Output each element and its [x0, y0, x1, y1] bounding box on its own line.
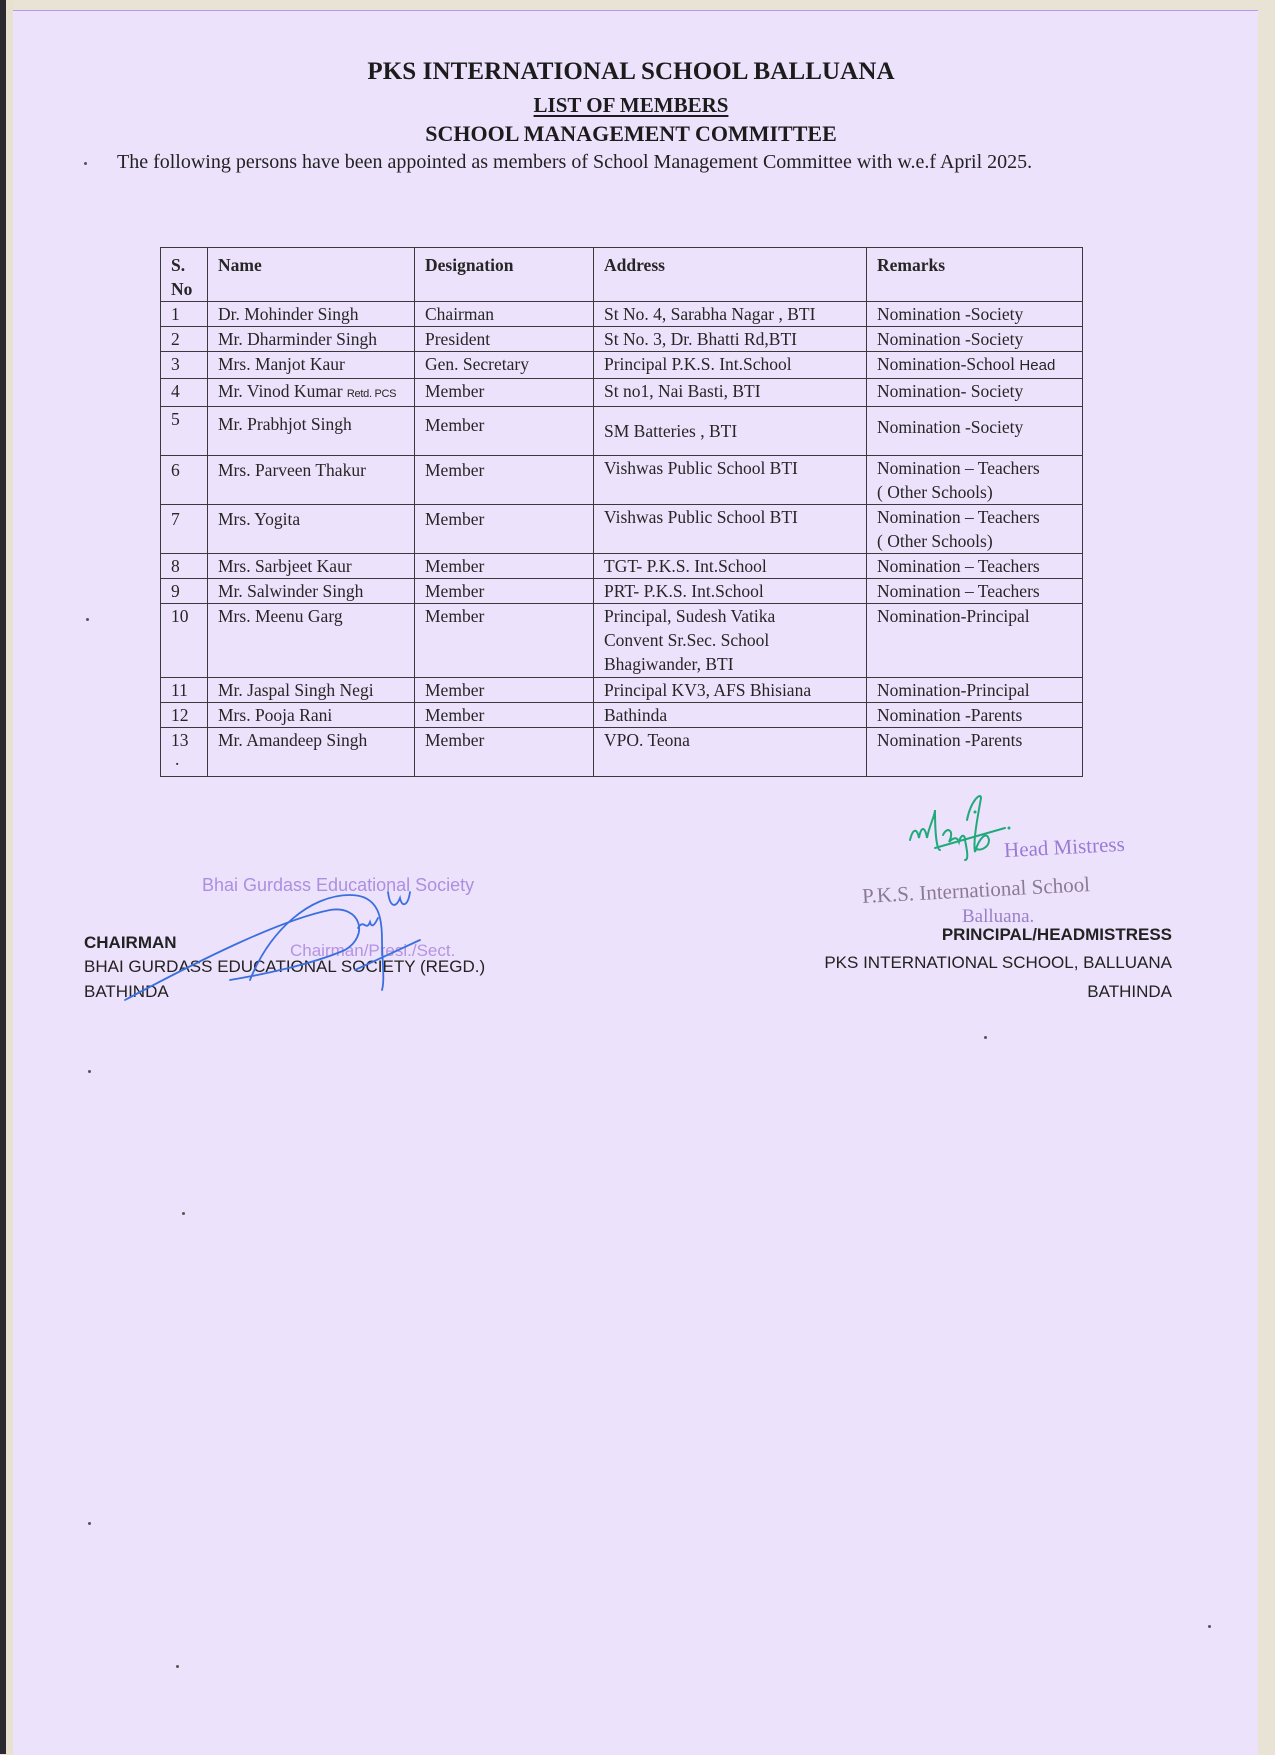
headmistress-signature: [905, 790, 1020, 870]
cell-designation: [415, 604, 594, 678]
principal-org: PKS INTERNATIONAL SCHOOL, BALLUANA: [824, 953, 1172, 972]
sno-value: 4: [171, 381, 180, 401]
cell-address: [594, 579, 867, 604]
cell-address: [594, 728, 867, 777]
member-designation: Chairman: [425, 304, 495, 324]
table-row: [161, 678, 1083, 703]
list-heading-text: LIST OF MEMBERS: [533, 93, 729, 117]
cell-sno: [161, 379, 208, 407]
address-line: St No. 4, Sarabha Nagar , BTI: [604, 304, 816, 324]
sno-value: 3: [171, 354, 180, 374]
remarks-line: Nomination-School: [877, 354, 1016, 374]
cell-sno: [161, 604, 208, 678]
cell-address: [594, 352, 867, 379]
headmistress-stamp-line1: Head Mistress: [1003, 831, 1126, 863]
cell-sno: [161, 678, 208, 703]
cell-remarks: [867, 579, 1083, 604]
address-line: VPO. Teona: [604, 730, 690, 750]
header-sno: S. No: [161, 248, 208, 302]
table-row: [161, 703, 1083, 728]
remarks-line: Nomination -Society: [877, 329, 1024, 349]
sno-value: 8: [171, 556, 180, 576]
header-remarks: Remarks: [867, 248, 1083, 302]
table-row: [161, 604, 1083, 678]
cell-remarks: [867, 352, 1083, 379]
table-row: [161, 352, 1083, 379]
cell-remarks: [867, 703, 1083, 728]
address-line: Principal, Sudesh Vatika: [604, 606, 776, 626]
cell-designation: [415, 554, 594, 579]
address-line: Vishwas Public School BTI: [604, 458, 798, 478]
cell-address: [594, 604, 867, 678]
remarks-line: Nomination -Society: [877, 417, 1024, 437]
bullet-icon: [84, 162, 87, 165]
address-line: PRT- P.K.S. Int.School: [604, 581, 764, 601]
cell-address: [594, 703, 867, 728]
cell-name: [208, 678, 415, 703]
scan-speck: [984, 1036, 987, 1039]
cell-remarks: [867, 327, 1083, 352]
cell-designation: [415, 728, 594, 777]
member-designation: Member: [425, 606, 485, 626]
cell-name: [208, 352, 415, 379]
table-row: [161, 379, 1083, 407]
list-heading: [0, 93, 1262, 118]
member-name: Mr. Jaspal Singh Negi: [218, 680, 374, 700]
cell-sno: [161, 302, 208, 327]
cell-designation: [415, 379, 594, 407]
address-line: TGT- P.K.S. Int.School: [604, 556, 767, 576]
scan-speck: [88, 1522, 91, 1525]
cell-remarks: [867, 554, 1083, 579]
remarks-line: Nomination – Teachers: [877, 556, 1040, 576]
cell-name: [208, 456, 415, 505]
cell-remarks: [867, 379, 1083, 407]
remarks-line: Nomination – Teachers: [877, 507, 1040, 527]
cell-address: [594, 302, 867, 327]
table-row: [161, 728, 1083, 777]
address-line: Bathinda: [604, 705, 668, 725]
scan-speck: [86, 618, 89, 621]
chairman-title: CHAIRMAN: [84, 933, 177, 952]
cell-remarks: [867, 604, 1083, 678]
member-designation: Member: [425, 581, 485, 601]
sno-value: 12: [171, 705, 189, 725]
sno-value: 7: [171, 509, 180, 529]
cell-remarks: [867, 407, 1083, 456]
remarks-line: Nomination – Teachers: [877, 458, 1040, 478]
members-table: [160, 247, 1083, 777]
member-designation: Member: [425, 509, 485, 529]
cell-remarks: [867, 728, 1083, 777]
cell-sno: [161, 327, 208, 352]
remarks-line: Nomination-Principal: [877, 606, 1030, 626]
cell-address: [594, 554, 867, 579]
member-name: Mrs. Pooja Rani: [218, 705, 333, 725]
scan-margin: [6, 0, 13, 1754]
society-stamp-top: Bhai Gurdass Educational Society: [202, 875, 475, 895]
remarks-line: Nomination -Parents: [877, 730, 1023, 750]
address-line: SM Batteries , BTI: [604, 421, 738, 441]
cell-sno: [161, 579, 208, 604]
remarks-line: Nomination -Parents: [877, 705, 1023, 725]
remarks-line: ( Other Schools): [877, 482, 993, 502]
cell-designation: [415, 352, 594, 379]
cell-name: [208, 407, 415, 456]
sno-value: 1: [171, 304, 180, 324]
address-line: St No. 3, Dr. Bhatti Rd,BTI: [604, 329, 797, 349]
cell-address: [594, 456, 867, 505]
remarks-line: ( Other Schools): [877, 531, 993, 551]
member-name: Mrs. Parveen Thakur: [218, 460, 366, 480]
table-row: [161, 407, 1083, 456]
member-designation: Member: [425, 556, 485, 576]
address-line: St no1, Nai Basti, BTI: [604, 381, 761, 401]
cell-designation: [415, 456, 594, 505]
cell-designation: [415, 579, 594, 604]
member-designation: Member: [425, 381, 485, 401]
cell-name: [208, 703, 415, 728]
sno-value: 5: [171, 409, 180, 429]
cell-sno: [161, 352, 208, 379]
cell-name: [208, 327, 415, 352]
member-designation: Member: [425, 460, 485, 480]
cell-address: [594, 327, 867, 352]
table-row: [161, 554, 1083, 579]
intro-text: The following persons have been appointed as members of School Management Committee with w.e.f April 2025.: [117, 151, 1033, 173]
member-name: Mrs. Meenu Garg: [218, 606, 343, 626]
cell-name: [208, 505, 415, 554]
header-name: Name: [208, 248, 415, 302]
member-name: Mr. Dharminder Singh: [218, 329, 377, 349]
cell-name: [208, 604, 415, 678]
sno-value: 13: [171, 730, 189, 750]
cell-sno: [161, 728, 208, 777]
cell-designation: [415, 703, 594, 728]
name-note: Retd. PCS: [346, 388, 397, 400]
sno-value: 10: [171, 606, 189, 626]
table-row: [161, 302, 1083, 327]
cell-remarks: [867, 456, 1083, 505]
member-name: Mr. Amandeep Singh: [218, 730, 368, 750]
address-line: Convent Sr.Sec. School: [604, 630, 770, 650]
cell-address: [594, 678, 867, 703]
cell-sno: [161, 407, 208, 456]
scan-speck: [176, 1665, 179, 1668]
principal-title: PRINCIPAL/HEADMISTRESS: [941, 925, 1172, 944]
remarks-line: Nomination-Principal: [877, 680, 1030, 700]
member-designation: Gen. Secretary: [425, 354, 529, 374]
sno-value: 2: [171, 329, 180, 349]
cell-name: [208, 379, 415, 407]
member-name: Mr. Salwinder Singh: [218, 581, 364, 601]
headmistress-stamp-line2: P.K.S. International School: [861, 872, 1091, 908]
cell-sno: [161, 703, 208, 728]
table-row: [161, 456, 1083, 505]
cell-designation: [415, 505, 594, 554]
cell-address: [594, 407, 867, 456]
member-designation: Member: [425, 415, 485, 435]
scan-speck: [182, 1212, 185, 1215]
cell-name: [208, 302, 415, 327]
table-row: [161, 327, 1083, 352]
cell-designation: [415, 678, 594, 703]
member-name: Mrs. Yogita: [218, 509, 301, 529]
remarks-note: Head: [1019, 357, 1056, 374]
cell-designation: [415, 302, 594, 327]
member-designation: Member: [425, 705, 485, 725]
member-name: Mrs. Sarbjeet Kaur: [218, 556, 352, 576]
remarks-line: Nomination- Society: [877, 381, 1024, 401]
sno-value: 11: [171, 680, 188, 700]
table-row: [161, 579, 1083, 604]
member-name: Mrs. Manjot Kaur: [218, 354, 345, 374]
table-row: [161, 505, 1083, 554]
committee-heading: SCHOOL MANAGEMENT COMMITTEE: [425, 121, 837, 146]
cell-name: [208, 579, 415, 604]
headmistress-stamp-line3: Balluana.: [962, 906, 1035, 927]
society-stamp-bottom: Chairman/Presi./Sect.: [290, 941, 456, 960]
header-designation: Designation: [415, 248, 594, 302]
member-designation: Member: [425, 680, 485, 700]
table-header-row: [161, 248, 1083, 302]
member-name: Mr. Prabhjot Singh: [218, 414, 352, 434]
cell-sno: [161, 554, 208, 579]
member-designation: Member: [425, 730, 485, 750]
address-line: Vishwas Public School BTI: [604, 507, 798, 527]
sno-suffix: .: [175, 749, 180, 769]
address-line: Bhagiwander, BTI: [604, 654, 734, 674]
member-name: Dr. Mohinder Singh: [218, 304, 359, 324]
member-designation: President: [425, 329, 491, 349]
cell-address: [594, 379, 867, 407]
cell-remarks: [867, 302, 1083, 327]
remarks-line: Nomination – Teachers: [877, 581, 1040, 601]
cell-address: [594, 505, 867, 554]
cell-sno: [161, 505, 208, 554]
cell-sno: [161, 456, 208, 505]
principal-city: BATHINDA: [1087, 982, 1172, 1001]
school-title: PKS INTERNATIONAL SCHOOL BALLUANA: [367, 58, 895, 85]
address-line: Principal KV3, AFS Bhisiana: [604, 680, 812, 700]
scan-speck: [1208, 1625, 1211, 1628]
cell-designation: [415, 327, 594, 352]
address-line: Principal P.K.S. Int.School: [604, 354, 792, 374]
chairman-org: BHAI GURDASS EDUCATIONAL SOCIETY (REGD.): [84, 957, 486, 976]
header-address: Address: [594, 248, 867, 302]
member-name: Mr. Vinod Kumar: [218, 381, 343, 401]
cell-designation: [415, 407, 594, 456]
scan-speck: [88, 1070, 91, 1073]
cell-remarks: [867, 678, 1083, 703]
cell-remarks: [867, 505, 1083, 554]
sno-value: 9: [171, 581, 180, 601]
chairman-signature: [120, 880, 420, 1010]
chairman-city: BATHINDA: [84, 982, 169, 1001]
remarks-line: Nomination -Society: [877, 304, 1024, 324]
sno-value: 6: [171, 460, 180, 480]
cell-name: [208, 554, 415, 579]
cell-name: [208, 728, 415, 777]
